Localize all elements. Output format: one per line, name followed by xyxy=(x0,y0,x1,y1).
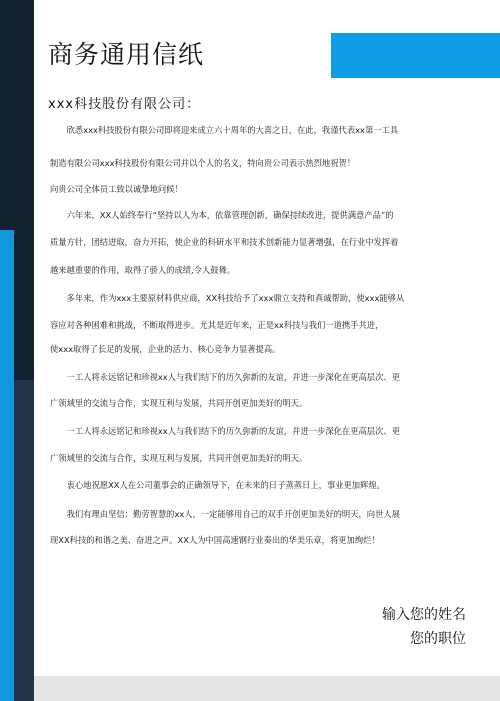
salutation: xxx科技股份有限公司： xyxy=(48,97,201,112)
body-line: 使xxx取得了长足的发展，企业的活力、核心竞争力显著提高。 xyxy=(50,344,281,354)
body-line: 多年来，作为xxx主要原材料供应商，XX科技给予了xxx鼎立支持和真诚帮助，使xxx能够从 xyxy=(50,293,405,303)
body-line: 广领域里的交流与合作，实现互利与发展，共同开创更加美好的明天。 xyxy=(50,453,308,463)
signature-name: 输入您的姓名 xyxy=(382,607,466,623)
header-accent-block xyxy=(331,33,500,78)
left-decor-blue-stripe xyxy=(0,230,14,701)
letter-title: 商务通用信纸 xyxy=(48,40,205,69)
letter-body xyxy=(50,125,465,546)
header-accent-tab xyxy=(478,78,500,94)
body-line: 容应对各种困难和挑战，不断取得进步。尤其是近年来，正是xx科技与我们一道携手共进， xyxy=(50,320,384,330)
body-line: 一工人将永远铭记和珍视xx人与我们结下的历久弥新的友谊，并进一步深化在更高层次、更 xyxy=(50,426,400,436)
signature-role: 您的职位 xyxy=(410,631,466,647)
body-line: 我们有理由坚信：勤劳智慧的xx人，一定能够用自己的双手开创更加美好的明天，向世人展 xyxy=(50,509,400,519)
body-line: 六年来，XX人始终奉行“坚持以人为本，依靠管理创新，确保持续改进，提供满意产品”的 xyxy=(50,210,394,220)
body-line: 质量方针，团结进取，奋力开拓，使企业的科研水平和技术创新能力显著增强，在行业中发挥着 xyxy=(50,237,399,247)
body-line: 欣悉xxx科技股份有限公司即将迎来成立六十周年的大喜之日，在此，我谨代表xx第一工具 xyxy=(50,125,399,135)
body-line: 越来越重要的作用，取得了骄人的成绩,令人鼓舞。 xyxy=(50,265,236,275)
body-line: 广领域里的交流与合作，实现互利与发展，共同开创更加美好的明天。 xyxy=(50,398,308,408)
body-line: 制造有限公司xxx科技股份有限公司并以个人的名义，特向贵公司表示热烈地祝贺！ xyxy=(50,158,356,168)
body-line: 衷心地祝愿XX人在公司董事会的正确领导下，在未来的日子蒸蒸日上，事业更加辉煌。 xyxy=(50,480,385,490)
body-line: 一工人将永远铭记和珍视xx人与我们结下的历久弥新的友谊，并进一步深化在更高层次、更 xyxy=(50,372,400,382)
body-line: 向贵公司全体员工致以诚挚地问候！ xyxy=(50,184,183,194)
body-line: 现XX科技的和谐之美、奋进之声。XX人为中国高速钢行业奏出的华美乐章，将更加绚烂！ xyxy=(50,535,380,545)
left-decor-mid-stripe xyxy=(14,380,34,701)
footer-band xyxy=(34,676,500,701)
